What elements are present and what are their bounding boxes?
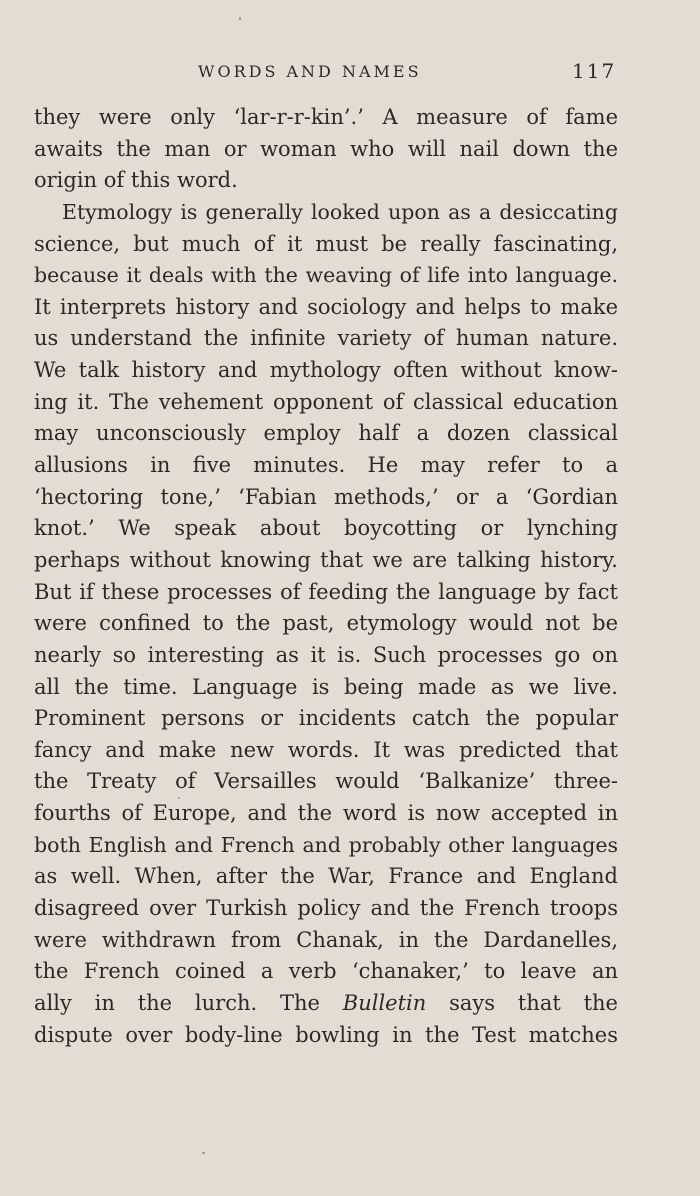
text-line: allusions in five minutes. He may refer to a — [34, 453, 618, 478]
page-number: 117 — [572, 59, 617, 83]
text-line: awaits the man or woman who will nail down the — [34, 136, 618, 161]
text-line: knot.’ We speak about boycotting or lynching — [34, 516, 618, 541]
text-line: ing it. The vehement opponent of classical education — [34, 389, 618, 414]
text-line: Etymology is generally looked upon as a desiccating — [62, 199, 618, 224]
text-line: science, but much of it must be really fascinating, — [34, 231, 618, 256]
text-line: Prominent persons or incidents catch the popular — [34, 706, 618, 731]
text-line: dispute over body-line bowling in the Test matches — [34, 1022, 618, 1047]
text-line: were withdrawn from Chanak, in the Dardanelles, — [34, 927, 618, 952]
text-line: us understand the infinite variety of human nature. — [34, 326, 618, 351]
text-line: may unconsciously employ half a dozen classical — [34, 421, 618, 446]
text-line: But if these processes of feeding the language by fact — [34, 579, 618, 604]
text-line: We talk history and mythology often without know- — [34, 358, 618, 383]
text-line: ‘hectoring tone,’ ‘Fabian methods,’ or a ‘Gordian — [34, 484, 618, 509]
body-text — [34, 102, 618, 1051]
paper-speck — [178, 797, 180, 799]
text-line: origin of this word. — [34, 168, 238, 193]
text-line: all the time. Language is being made as we live. — [34, 674, 618, 699]
text-segment: ally in the lurch. The — [34, 990, 320, 1015]
text-line: nearly so interesting as it is. Such processes go on — [34, 642, 618, 667]
text-line: they were only ‘lar-r-r-kin’.’ A measure of fame — [34, 105, 618, 129]
text-segment: says that the — [449, 990, 618, 1015]
running-title: WORDS AND NAMES — [198, 62, 422, 81]
paper-speck — [202, 1152, 205, 1154]
text-line: fancy and make new words. It was predicted that — [34, 737, 618, 762]
text-line: the Treaty of Versailles would ‘Balkanize’ three- — [34, 769, 618, 794]
text-line: the French coined a verb ‘chanaker,’ to leave an — [34, 959, 618, 984]
text-line: as well. When, after the War, France and England — [34, 864, 618, 889]
italic-title-bulletin: Bulletin — [342, 990, 427, 1015]
text-line: because it deals with the weaving of life into language. — [34, 263, 618, 288]
text-line: perhaps without knowing that we are talking history. — [34, 547, 618, 572]
text-line: both English and French and probably other languages — [34, 832, 618, 857]
text-line: fourths of Europe, and the word is now accepted in — [34, 801, 618, 826]
text-line: were confined to the past, etymology would not be — [34, 611, 618, 636]
text-line-with-italic — [34, 988, 618, 1020]
paper-speck — [239, 17, 241, 20]
text-line: disagreed over Turkish policy and the French troops — [34, 896, 618, 921]
running-head — [0, 59, 700, 88]
text-line: It interprets history and sociology and helps to make — [34, 294, 618, 319]
